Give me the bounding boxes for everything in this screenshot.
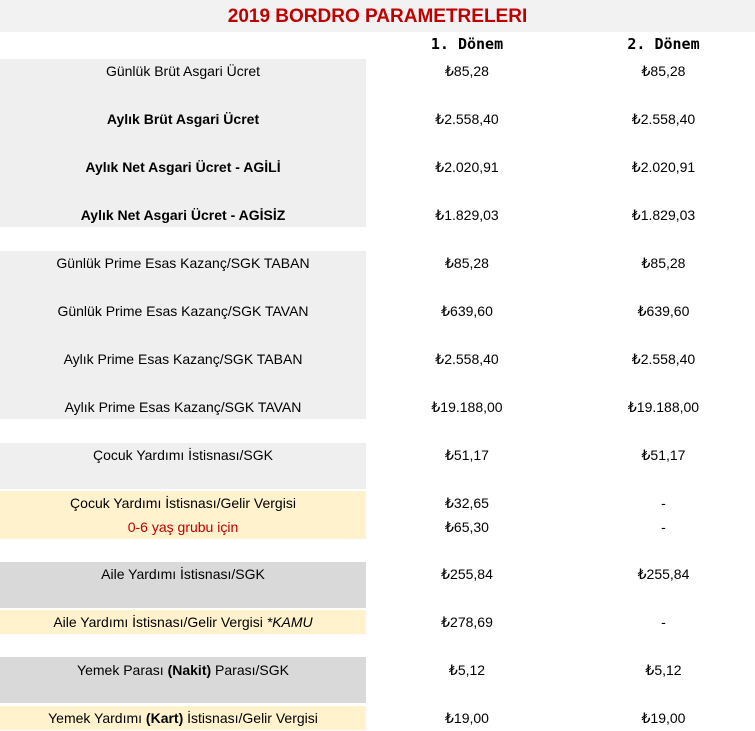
row-value-period-2: ₺85,28 bbox=[641, 255, 686, 271]
row-value-period-2: - bbox=[661, 614, 666, 630]
row-value-period-2: ₺639,60 bbox=[637, 303, 690, 319]
row-value-period-1: ₺32,65 bbox=[445, 495, 489, 511]
table-row bbox=[0, 299, 755, 323]
row-label: Günlük Brüt Asgari Ücret bbox=[105, 63, 261, 79]
table-row bbox=[0, 107, 755, 131]
row-value-period-1: ₺85,28 bbox=[445, 63, 489, 79]
row-label-emphasis: (Nakit) bbox=[167, 662, 212, 678]
row-value-period-2: ₺5,12 bbox=[645, 662, 682, 678]
row-value-period-1: ₺1.829,03 bbox=[435, 207, 499, 223]
row-label: Aylık Net Asgari Ücret - AGİSİZ bbox=[80, 207, 286, 223]
row-label-pre: Yemek Yardımı bbox=[48, 710, 143, 726]
row-sublabel: 0-6 yaş grubu için bbox=[127, 519, 239, 535]
row-label-emphasis: (Kart) bbox=[145, 710, 184, 726]
row-value-period-1: ₺2.558,40 bbox=[435, 111, 499, 127]
row-value-period-2: ₺51,17 bbox=[641, 447, 686, 463]
row-label: Aylık Prime Esas Kazanç/SGK TABAN bbox=[63, 351, 303, 367]
table-row bbox=[0, 443, 755, 467]
period-2-header: 2. Dönem bbox=[627, 35, 700, 53]
row-value-period-2-secondary: - bbox=[661, 519, 666, 535]
row-label: Günlük Prime Esas Kazanç/SGK TABAN bbox=[56, 255, 310, 271]
row-label-pre: Yemek Parası bbox=[77, 662, 164, 678]
table-row bbox=[0, 59, 755, 83]
row-value-period-1: ₺2.020,91 bbox=[435, 159, 499, 175]
row-label-post: İstisnası/Gelir Vergisi bbox=[187, 710, 318, 726]
period-1-header: 1. Dönem bbox=[430, 35, 504, 53]
row-label bbox=[0, 658, 366, 682]
row-label-text: Aile Yardımı İstisnası/Gelir Vergisi bbox=[53, 614, 263, 630]
row-label bbox=[0, 610, 366, 634]
table-row bbox=[0, 155, 755, 179]
row-label: Aylık Net Asgari Ücret - AGİLİ bbox=[85, 159, 281, 175]
row-label: Çocuk Yardımı İstisnası/SGK bbox=[93, 447, 273, 463]
table-row bbox=[0, 347, 755, 371]
table-row bbox=[0, 658, 755, 682]
table-row bbox=[0, 251, 755, 275]
row-value-period-2: ₺85,28 bbox=[641, 63, 686, 79]
page-title: 2019 BORDRO PARAMETRELERI bbox=[0, 0, 755, 32]
table-row bbox=[0, 562, 755, 586]
row-label: Aile Yardımı İstisnası/SGK bbox=[101, 566, 265, 582]
table-row bbox=[0, 395, 755, 419]
row-label: Aylık Brüt Asgari Ücret bbox=[106, 111, 260, 127]
row-value-period-1: ₺85,28 bbox=[445, 255, 489, 271]
row-label: Çocuk Yardımı İstisnası/Gelir Vergisi bbox=[70, 495, 296, 511]
row-value-period-1: ₺19.188,00 bbox=[431, 399, 503, 415]
row-value-period-1: ₺5,12 bbox=[448, 662, 486, 678]
row-label bbox=[0, 706, 366, 730]
row-value-period-2: - bbox=[661, 495, 666, 511]
row-value-period-2: ₺2.558,40 bbox=[631, 351, 696, 367]
table-row bbox=[0, 610, 755, 634]
row-value-period-1: ₺278,69 bbox=[441, 614, 493, 630]
table-row bbox=[0, 203, 755, 227]
row-value-period-1: ₺51,17 bbox=[445, 447, 489, 463]
row-value-period-1: ₺19,00 bbox=[445, 710, 489, 726]
row-value-period-2: ₺2.020,91 bbox=[631, 159, 696, 175]
row-value-period-1: ₺255,84 bbox=[441, 566, 493, 582]
row-label-post: Parası/SGK bbox=[215, 662, 289, 678]
row-value-period-2: ₺1.829,03 bbox=[631, 207, 696, 223]
row-value-period-1: ₺639,60 bbox=[441, 303, 493, 319]
table-row bbox=[0, 706, 755, 730]
row-value-period-2: ₺2.558,40 bbox=[631, 111, 696, 127]
row-value-period-1: ₺2.558,40 bbox=[435, 351, 499, 367]
table-row bbox=[0, 491, 755, 539]
row-value-period-2: ₺19,00 bbox=[641, 710, 686, 726]
row-value-period-2: ₺19.188,00 bbox=[627, 399, 700, 415]
row-value-period-1-secondary: ₺65,30 bbox=[445, 519, 489, 535]
row-value-period-2: ₺255,84 bbox=[637, 566, 690, 582]
row-label-suffix: *KAMU bbox=[266, 614, 313, 630]
row-label: Aylık Prime Esas Kazanç/SGK TAVAN bbox=[64, 399, 302, 415]
row-label: Günlük Prime Esas Kazanç/SGK TAVAN bbox=[57, 303, 309, 319]
